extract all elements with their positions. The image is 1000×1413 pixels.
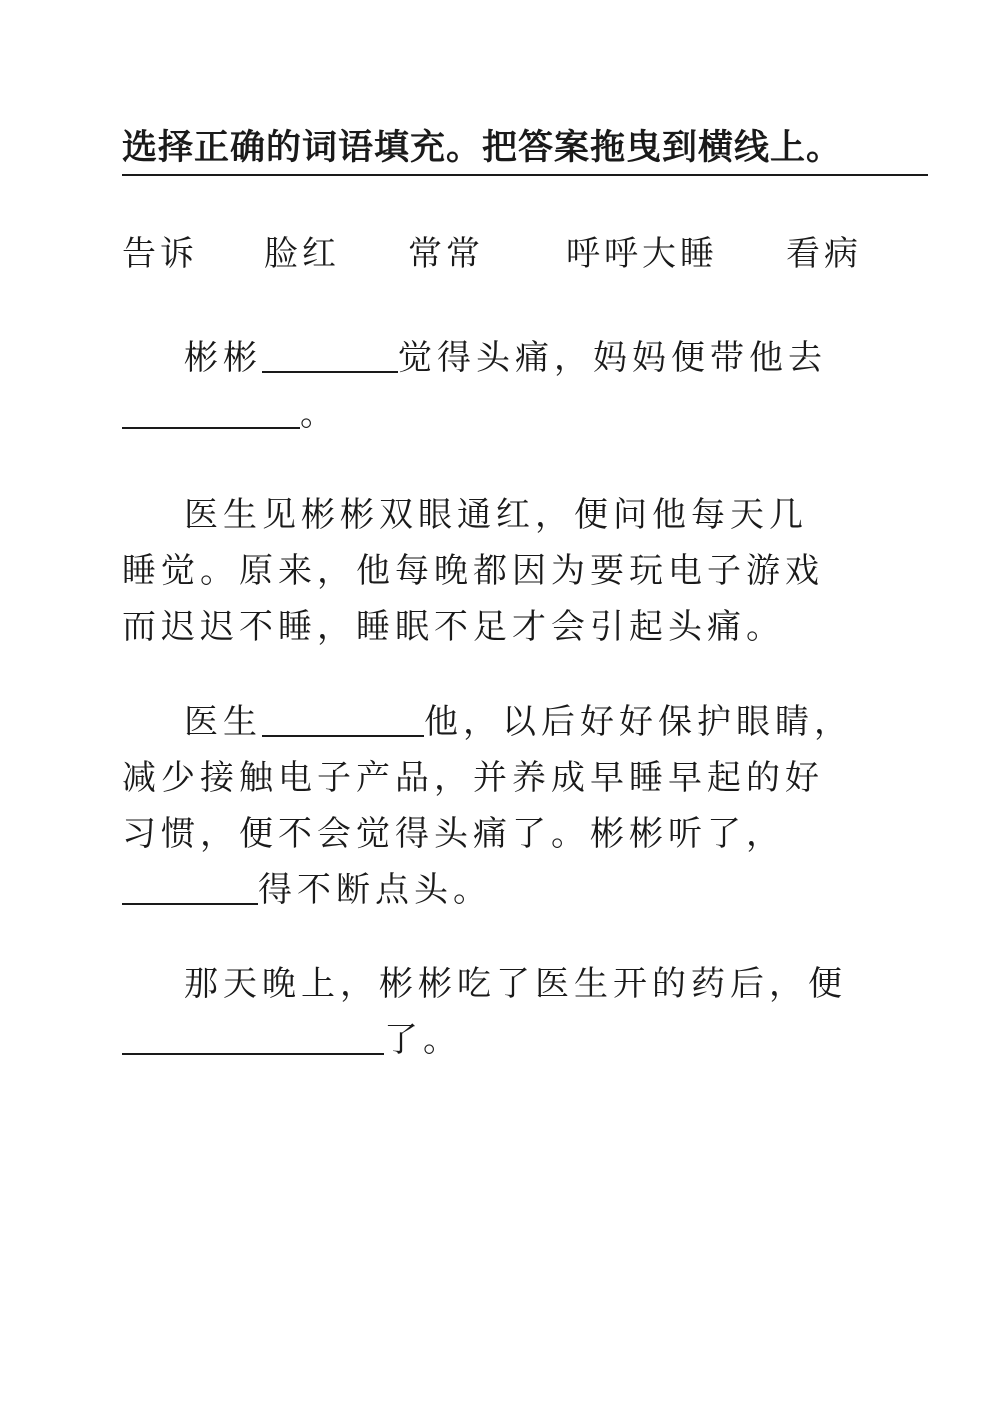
paragraph-2 [122,487,862,655]
word-bank [0,226,1000,282]
blank-4[interactable] [122,871,258,905]
paragraph-1-line-2: 。 [122,386,862,442]
blank-2[interactable] [122,395,300,429]
paragraph-3-line-1: 医生 他，以后好好保护眼睛， [184,702,853,742]
paragraph-1-line-1: 彬彬 觉得头痛，妈妈便带他去 [184,338,827,378]
paragraph-3-line-2: 减少接触电子产品，并养成早睡早起的好 [122,758,824,798]
paragraph-2-line-2: 睡觉。原来，他每晚都因为要玩电子游戏 [122,551,824,591]
paragraph-3-line-4: 得不断点头。 [122,862,862,918]
paragraph-4 [122,956,862,1068]
paragraph-4-line-1: 那天晚上，彬彬吃了医生开的药后，便 [184,964,847,1004]
paragraph-3-line-3: 习惯，便不会觉得头痛了。彬彬听了， [122,814,785,854]
word-option-sound-sleep[interactable]: 呼呼大睡 [566,234,718,274]
word-option-often[interactable]: 常常 [408,234,484,274]
paragraph-1 [122,330,862,442]
instruction-heading: 选择正确的词语填充。把答案拖曳到横线上。 [122,124,928,176]
blank-1[interactable] [262,339,398,373]
blank-3[interactable] [262,703,424,737]
paragraph-3 [122,694,862,918]
blank-5[interactable] [122,1021,384,1055]
word-option-see-doctor[interactable]: 看病 [786,234,862,274]
word-option-blush[interactable]: 脸红 [264,234,340,274]
paragraph-2-line-1: 医生见彬彬双眼通红，便问他每天几 [184,495,808,535]
paragraph-4-line-2: 了。 [122,1012,862,1068]
paragraph-2-line-3: 而迟迟不睡，睡眠不足才会引起头痛。 [122,607,785,647]
word-option-tell[interactable]: 告诉 [122,234,198,274]
